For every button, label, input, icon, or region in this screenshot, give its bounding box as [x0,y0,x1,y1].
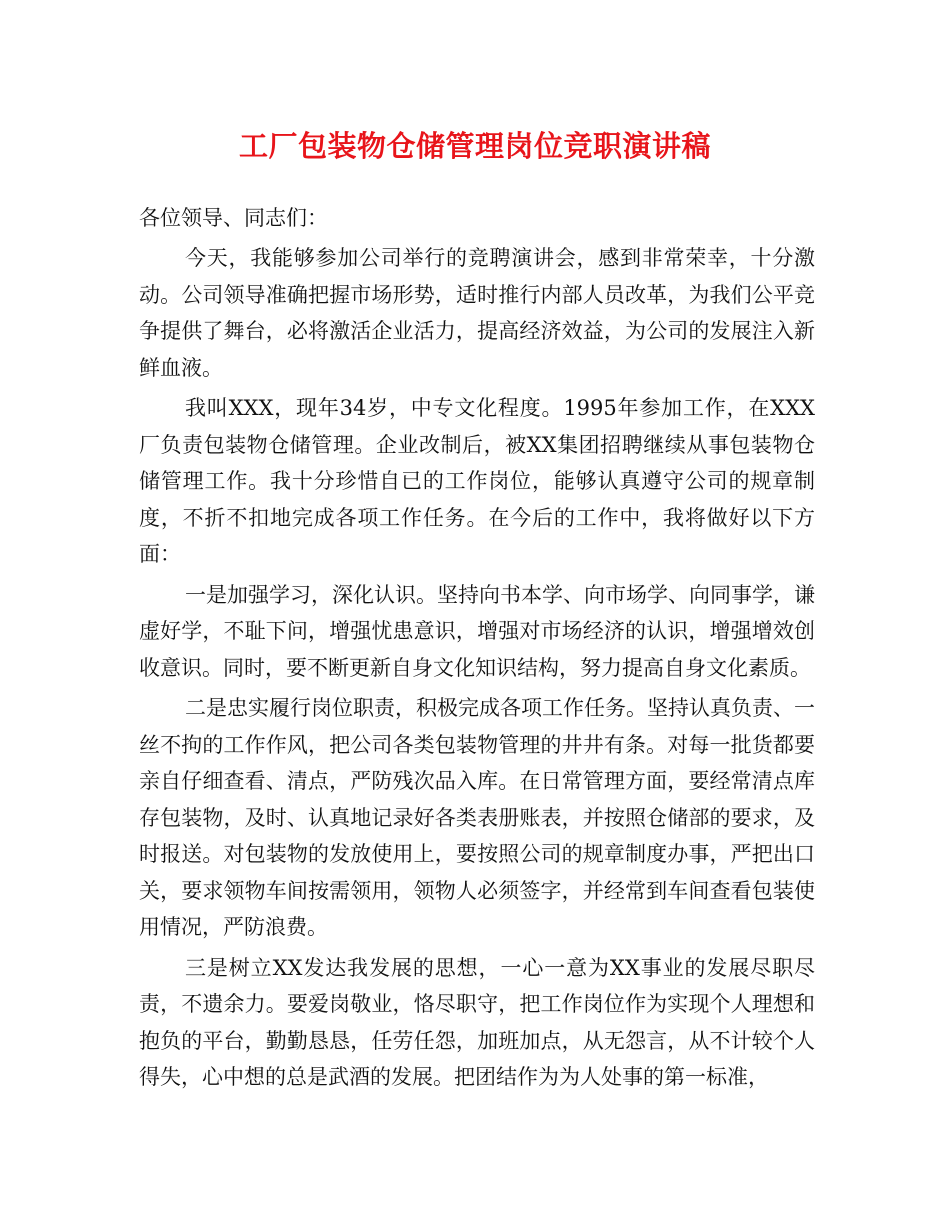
paragraph-self-introduction: 我叫XXX，现年34岁，中专文化程度。1995年参加工作，在XXX厂负责包装物仓储管理。企业改制后，被XX集团招聘继续从事包装物仓储管理工作。我十分珍惜自已的工作岗位，能够认真遵守公司的规章制度，不折不扣地完成各项工作任务。在今后的工作中，我将做好以下方面： [139,396,815,566]
paragraph-point-three: 三是树立XX发达我发展的思想，一心一意为XX事业的发展尽职尽责，不遗余力。要爱岗敬业，恪尽职守，把工作岗位作为实现个人理想和抱负的平台，勤勤恳恳，任劳任怨，加班加点，从无怨言，从不计较个人得失，心中想的总是武酒的发展。把团结作为为人处事的第一标准， [139,955,815,1089]
paragraph-point-two: 二是忠实履行岗位职责，积极完成各项工作任务。坚持认真负责、一丝不拘的工作作风，把公司各类包装物管理的井井有条。对每一批货都要亲自仔细查看、清点，严防残次品入库。在日常管理方面，要经常清点库存包装物，及时、认真地记录好各类表册账表，并按照仓储部的要求，及时报送。对包装物的发放使用上，要按照公司的规章制度办事，严把出口关，要求领物车间按需领用，领物人必须签字，并经常到车间查看包装使用情况，严防浪费。 [139,696,815,939]
paragraph-intro: 今天，我能够参加公司举行的竞聘演讲会，感到非常荣幸，十分激动。公司领导准确把握市场形势，适时推行内部人员改革，为我们公平竞争提供了舞台，必将激活企业活力，提高经济效益，为公司的发展注入新鲜血液。 [139,246,815,380]
body-text [139,240,815,1100]
document-title: 工厂包装物仓储管理岗位竞职演讲稿 [238,129,711,163]
paragraph-point-one: 一是加强学习，深化认识。坚持向书本学、向市场学、向同事学，谦虚好学，不耻下问，增强忧患意识，增强对市场经济的认识，增强增效创收意识。同时，要不断更新自身文化知识结构，努力提高自身文化素质。 [139,582,815,680]
salutation: 各位领导、同志们： [139,206,328,230]
